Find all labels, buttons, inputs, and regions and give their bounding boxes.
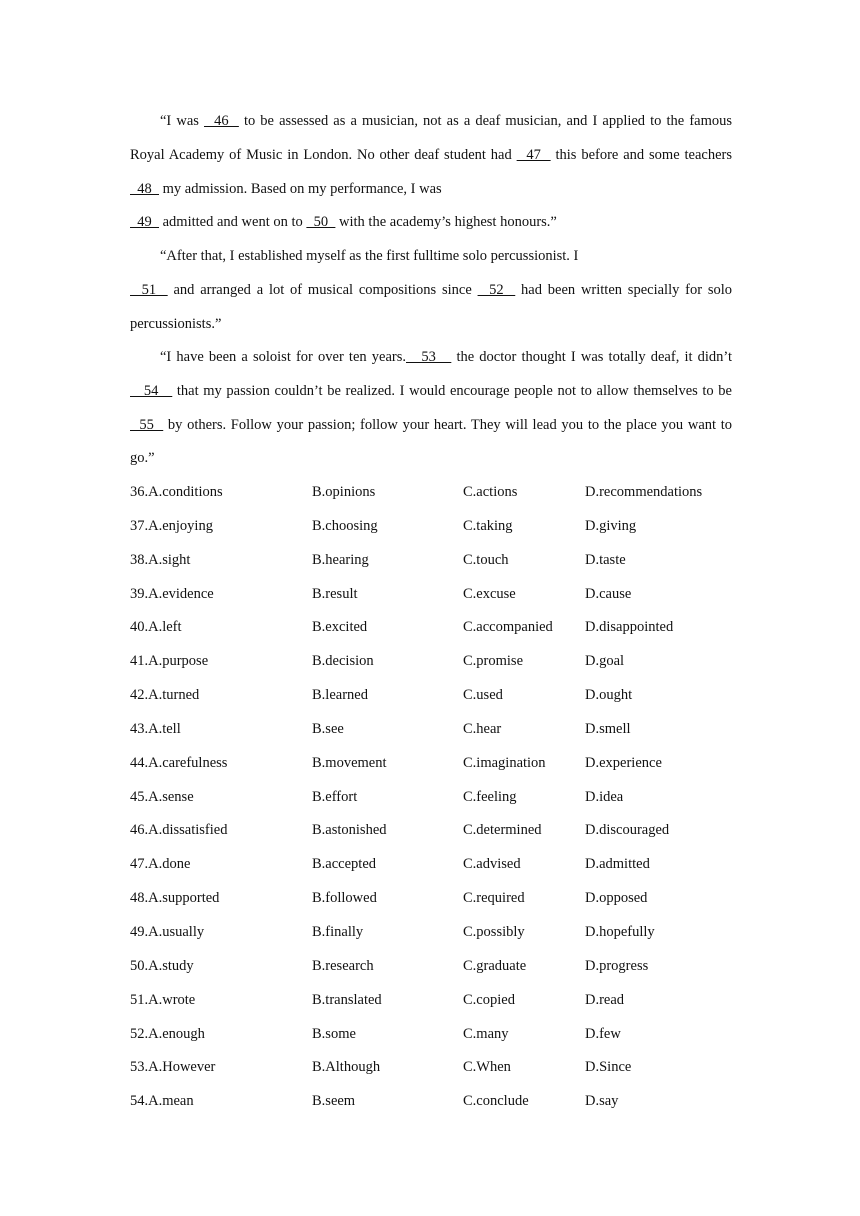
passage-text: to be assessed as a musician, not as a deaf musician, and I applied to the famous Royal Academy of Music in London. No other deaf student had (130, 113, 732, 163)
option-row (130, 476, 750, 510)
blank-53: 53 (406, 349, 452, 365)
option-d: D.recommendations (585, 484, 703, 500)
passage-text: by others. Follow your passion; follow your heart. They will lead you to the place you want to go.” (130, 416, 732, 467)
option-row (130, 950, 750, 984)
option-b: B.decision (312, 653, 374, 670)
passage-text: “After that, I established myself as the first fulltime solo percussionist. I (160, 248, 579, 264)
option-d: D.ought (585, 687, 633, 704)
option-a: 41.A.purpose (130, 653, 209, 670)
option-a: 49.A.usually (130, 923, 205, 940)
option-row (130, 916, 750, 950)
passage-text: with the academy’s highest honours.” (335, 214, 557, 231)
option-c: C.accompanied (463, 619, 553, 636)
option-row (130, 882, 750, 916)
option-d: D.opposed (585, 890, 648, 907)
option-row (130, 984, 750, 1018)
option-c: C.copied (463, 991, 515, 1008)
option-c: C.graduate (463, 957, 527, 974)
option-c: C.many (463, 1025, 509, 1042)
option-row (130, 747, 750, 781)
option-b: B.accepted (312, 856, 377, 873)
option-b: B.astonished (312, 822, 387, 839)
option-c: C.excuse (463, 585, 516, 602)
passage-text: that my passion couldn’t be realized. I would encourage people not to allow themselves to be (172, 382, 732, 399)
option-d: D.experience (585, 754, 662, 771)
option-a: 43.A.tell (130, 720, 181, 737)
option-b: B.hearing (312, 551, 369, 568)
option-d: D.goal (585, 653, 625, 670)
blank-47: 47 (516, 146, 551, 163)
option-b: B.see (312, 720, 344, 737)
option-row (130, 611, 750, 645)
blank-49: 49 (130, 214, 159, 231)
answer-options (130, 476, 750, 1119)
option-row (130, 679, 750, 713)
passage-text: my admission. Based on my performance, I was (159, 180, 442, 197)
option-b: B.excited (312, 619, 368, 636)
passage-text: this before and some teachers (550, 146, 733, 163)
blank-50: 50 (306, 214, 336, 231)
option-d: D.cause (585, 585, 632, 602)
passage-text: had been written specially for solo percussionists.” (130, 281, 733, 332)
option-b: B.choosing (312, 517, 378, 534)
option-row (130, 645, 750, 679)
option-a: 50.A.study (130, 957, 194, 974)
option-c: C.hear (463, 720, 502, 737)
option-row (130, 713, 750, 747)
option-row (130, 1018, 750, 1052)
option-d: D.discouraged (585, 822, 670, 839)
option-c: C.conclude (463, 1093, 529, 1110)
option-c: C.touch (463, 551, 509, 568)
option-c: C.determined (463, 822, 542, 839)
option-a: 44.A.carefulness (130, 754, 228, 771)
option-c: C.When (463, 1059, 511, 1076)
option-d: D.disappointed (585, 619, 674, 636)
option-b: B.finally (312, 923, 364, 940)
blank-52: 52 (477, 281, 516, 298)
option-d: D.idea (585, 788, 624, 805)
option-c: C.required (463, 890, 525, 907)
blank-54: 54 (130, 382, 173, 399)
option-c: C.possibly (463, 923, 525, 940)
option-d: D.hopefully (585, 923, 655, 940)
passage-text: “I have been a soloist for over ten years. (160, 349, 406, 365)
option-c: C.actions (463, 484, 518, 500)
option-d: D.few (585, 1025, 621, 1042)
passage-text: the doctor thought I was totally deaf, it didn’t (451, 349, 733, 365)
option-a: 47.A.done (130, 856, 191, 873)
option-a: 39.A.evidence (130, 585, 214, 602)
option-row (130, 848, 750, 882)
blank-48: 48 (130, 180, 159, 197)
option-d: D.say (585, 1093, 619, 1110)
option-b: B.opinions (312, 484, 376, 500)
option-row (130, 544, 750, 578)
blank-46: 46 (204, 113, 239, 129)
passage-paragraph-3 (130, 341, 732, 476)
option-d: D.taste (585, 551, 626, 568)
option-a: 53.A.However (130, 1059, 216, 1076)
passage-text: admitted and went on to (159, 214, 307, 231)
option-b: B.translated (312, 991, 382, 1008)
option-d: D.smell (585, 720, 631, 737)
option-d: D.read (585, 991, 625, 1008)
passage-paragraph-1 (130, 105, 732, 240)
option-d: D.admitted (585, 856, 650, 873)
option-a: 37.A.enjoying (130, 517, 213, 534)
option-a: 51.A.wrote (130, 991, 196, 1008)
passage-text: and arranged a lot of musical compositions since (167, 281, 478, 298)
option-a: 38.A.sight (130, 551, 191, 568)
option-c: C.feeling (463, 788, 517, 805)
option-d: D.Since (585, 1059, 632, 1076)
option-b: B.effort (312, 788, 358, 805)
option-b: B.followed (312, 890, 377, 907)
blank-51: 51 (130, 281, 168, 298)
option-b: B.result (312, 585, 358, 602)
option-a: 52.A.enough (130, 1025, 205, 1042)
option-b: B.learned (312, 687, 368, 704)
blank-55: 55 (130, 416, 164, 433)
passage-paragraph-2 (130, 240, 732, 341)
option-b: B.some (312, 1025, 356, 1042)
option-b: B.research (312, 957, 374, 974)
passage-text: “I was (160, 113, 204, 129)
option-d: D.giving (585, 517, 637, 534)
option-c: C.imagination (463, 754, 546, 771)
option-row (130, 814, 750, 848)
option-c: C.taking (463, 517, 513, 534)
option-row (130, 1051, 750, 1085)
option-a: 36.A.conditions (130, 484, 223, 500)
option-row (130, 578, 750, 612)
option-row (130, 510, 750, 544)
option-d: D.progress (585, 957, 649, 974)
option-b: B.movement (312, 754, 387, 771)
option-a: 48.A.supported (130, 890, 220, 907)
option-b: B.seem (312, 1093, 356, 1110)
option-b: B.Although (312, 1059, 381, 1076)
option-a: 46.A.dissatisfied (130, 822, 228, 839)
option-c: C.used (463, 687, 503, 704)
option-a: 54.A.mean (130, 1093, 194, 1110)
option-row (130, 1085, 750, 1119)
option-c: C.advised (463, 856, 521, 873)
option-a: 40.A.left (130, 619, 182, 636)
option-row (130, 781, 750, 815)
option-a: 42.A.turned (130, 687, 200, 704)
option-a: 45.A.sense (130, 788, 194, 805)
option-c: C.promise (463, 653, 524, 670)
